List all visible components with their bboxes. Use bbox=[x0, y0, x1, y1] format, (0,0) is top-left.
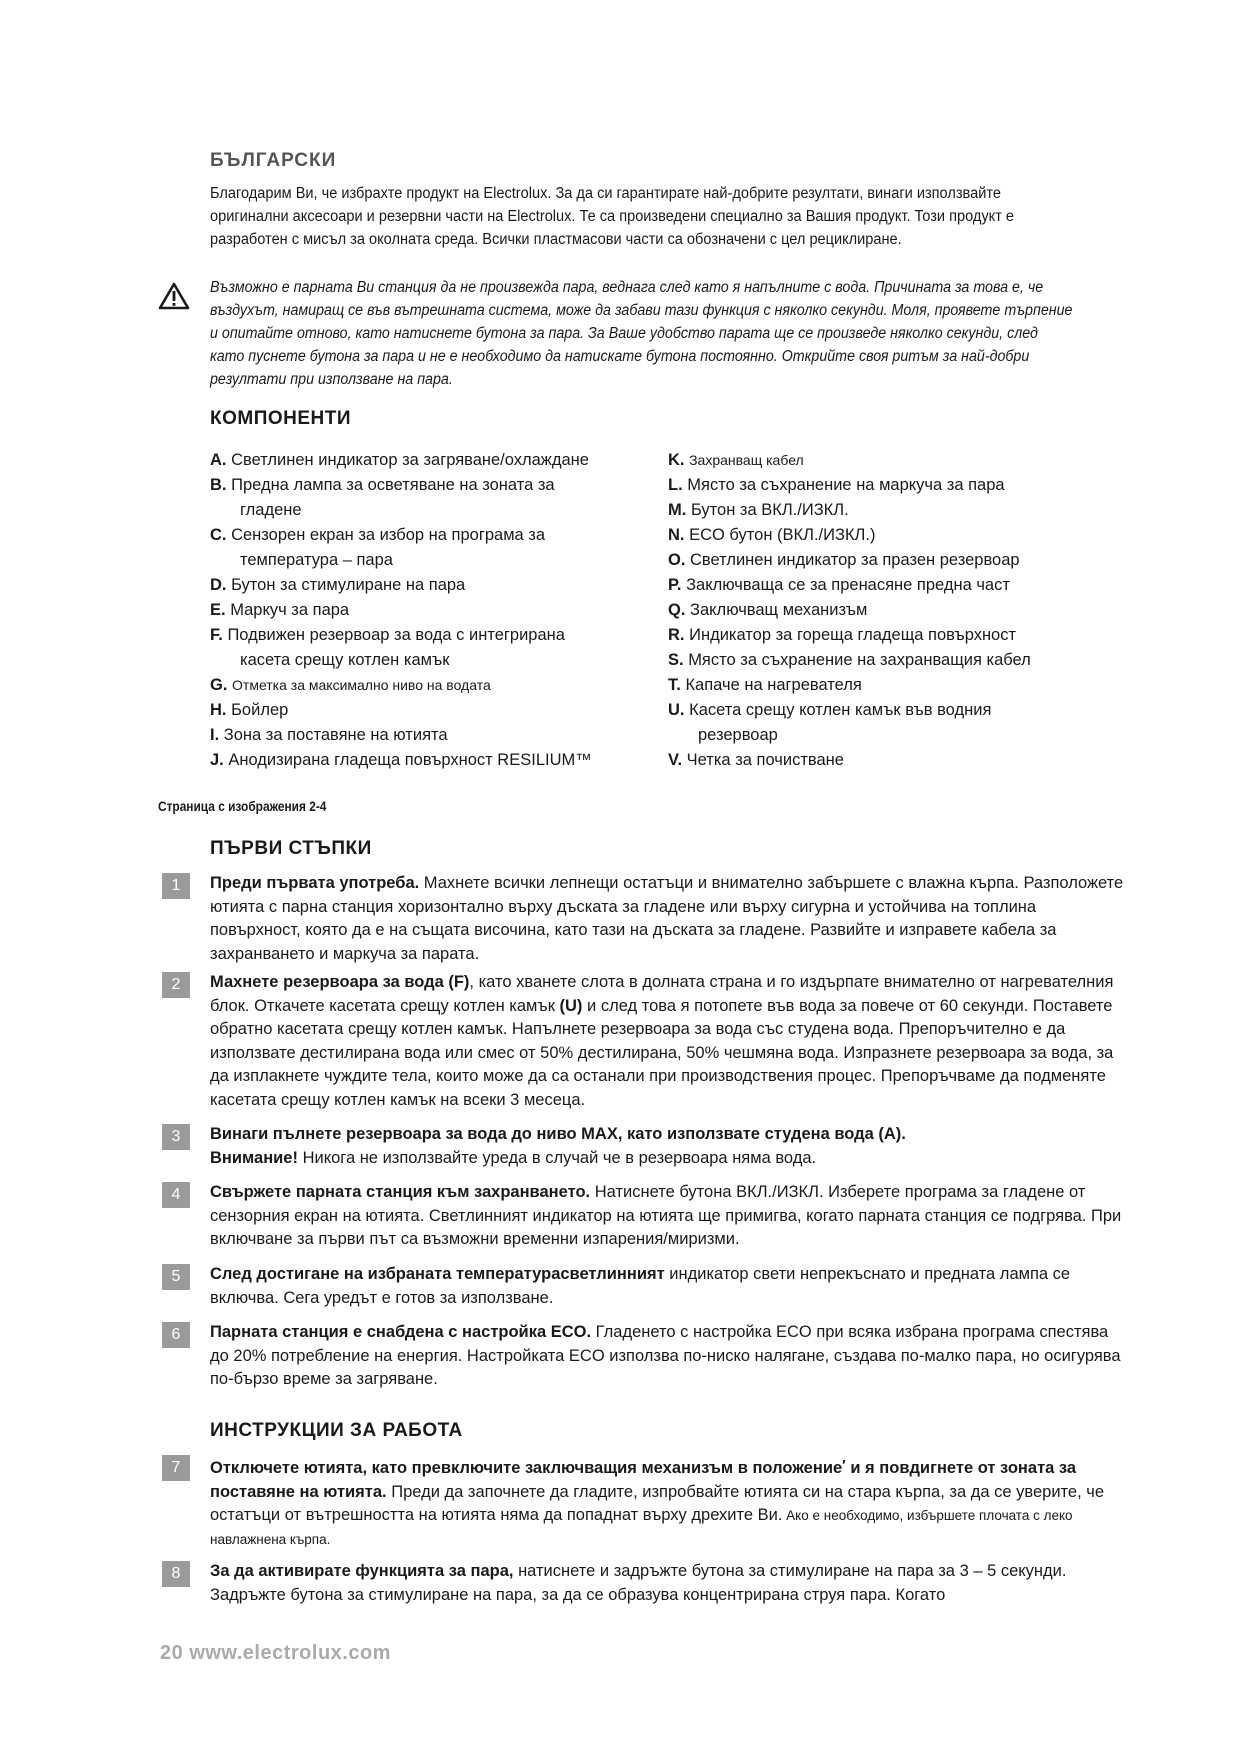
component-item bbox=[668, 698, 1108, 723]
step-number: 1 bbox=[162, 873, 190, 899]
step-body: и след това я потопете във вода за повече от 60 секунди. Поставете обратно касетата срещу котлен камък. Напълнете резервоара за вода със студена вода. Препоръчително е да използвате дестилирана вода или смес от 50% дестилирана, 50% чешмяна вода. Изпразнете резервоара за вода, за да изплакнете чуждите тела, които може да са останали при производствения процес. Препоръчваме да подменяте касетата срещу котлен камък на всеки 3 месеца. bbox=[210, 996, 1114, 1109]
component-letter: B. bbox=[210, 476, 227, 494]
component-letter: U. bbox=[668, 701, 685, 719]
component-label: Четка за почистване bbox=[686, 751, 844, 769]
step-bold: Внимание! bbox=[210, 1148, 298, 1167]
step-text bbox=[210, 1454, 1130, 1551]
component-letter: F. bbox=[210, 626, 223, 644]
step-bold: Преди първата употреба. bbox=[210, 874, 420, 892]
component-label: Светлинен индикатор за загряване/охлаждане bbox=[231, 451, 589, 469]
step-text bbox=[210, 1560, 1130, 1607]
step-bold: Винаги пълнете резервоара за вода до ниво MAX, като използвате студена вода (A). bbox=[210, 1125, 906, 1143]
component-label: Бойлер bbox=[231, 701, 289, 719]
component-label: Място за съхранение на маркуча за пара bbox=[687, 476, 1005, 494]
components-left-column bbox=[210, 448, 650, 773]
component-label: Сензорен екран за избор на програма за bbox=[231, 526, 546, 544]
component-letter: R. bbox=[668, 626, 685, 644]
step-text bbox=[210, 1123, 1130, 1170]
component-letter: A. bbox=[210, 451, 227, 469]
step-bold: Отключете ютията, като превключите заключващия механизъм в положение bbox=[210, 1459, 843, 1477]
components-right-column bbox=[668, 448, 1108, 773]
step-body: натиснете и задръжте бутона за стимулиране на пара за 3 – 5 секунди. Задръжте бутона за стимулиране на пара, за да се образува концентрирана струя пара. Когато bbox=[210, 1562, 1067, 1604]
step-text bbox=[210, 1181, 1130, 1252]
component-item bbox=[210, 448, 650, 473]
step-number: 2 bbox=[162, 972, 190, 998]
page-number: 20 bbox=[160, 1642, 184, 1664]
step-text bbox=[210, 1321, 1130, 1392]
step-number: 4 bbox=[162, 1182, 190, 1208]
component-label: Бутон за стимулиране на пара bbox=[231, 576, 466, 594]
component-label: Зона за поставяне на ютията bbox=[223, 726, 448, 744]
component-label: Предна лампа за осветяване на зоната за bbox=[231, 476, 555, 494]
component-letter: C. bbox=[210, 526, 227, 544]
component-label: Капаче на нагревателя bbox=[685, 676, 862, 694]
component-letter: O. bbox=[668, 551, 686, 569]
step-number: 7 bbox=[162, 1455, 190, 1481]
lock-position-icon: ′ bbox=[842, 1457, 846, 1474]
component-item bbox=[210, 748, 650, 773]
component-letter: E. bbox=[210, 601, 226, 619]
component-item bbox=[210, 673, 650, 698]
component-letter: G. bbox=[210, 676, 228, 694]
component-item bbox=[210, 698, 650, 723]
component-label: Индикатор за гореща гладеща повърхност bbox=[689, 626, 1017, 644]
step-number: 6 bbox=[162, 1322, 190, 1348]
component-letter: N. bbox=[668, 526, 685, 544]
component-label: Анодизирана гладеща повърхност RESILIUM™ bbox=[228, 751, 592, 769]
step-text bbox=[210, 872, 1130, 966]
component-item bbox=[210, 473, 650, 498]
component-item bbox=[668, 498, 1108, 523]
component-label-continued: резервоар bbox=[698, 726, 778, 744]
component-label-continued: температура – пара bbox=[240, 551, 393, 569]
first-steps-heading: ПЪРВИ СТЪПКИ bbox=[210, 838, 372, 859]
component-letter: J. bbox=[210, 751, 224, 769]
component-item bbox=[668, 673, 1108, 698]
component-item bbox=[668, 448, 1108, 473]
component-item bbox=[668, 648, 1108, 673]
step-bold: (U) bbox=[554, 996, 583, 1015]
component-label-continued: касета срещу котлен камък bbox=[240, 651, 450, 669]
footer bbox=[160, 1642, 391, 1665]
component-item bbox=[668, 573, 1108, 598]
step-body: индикатор свети непрекъснато и предната лампа се включва. Сега уредът е готов за използване. bbox=[210, 1265, 1071, 1307]
component-label: Заключваща се за пренасяне предна част bbox=[686, 576, 1010, 594]
component-label: ECO бутон (ВКЛ./ИЗКЛ.) bbox=[689, 526, 876, 544]
component-label: Светлинен индикатор за празен резервоар bbox=[690, 551, 1020, 569]
step-body: , като хванете слота в долната страна и го издърпате внимателно от нагревателния блок. Откачете касетата срещу котлен камък bbox=[210, 973, 1114, 1015]
step-bold: и я повдигнете от зоната за поставяне на ютията. bbox=[210, 1459, 1077, 1501]
warning-triangle-icon bbox=[158, 282, 190, 310]
component-letter: V. bbox=[668, 751, 683, 769]
component-letter: Q. bbox=[668, 601, 686, 619]
step-note: Ако е необходимо, избършете плочата с леко навлажнена кърпа. bbox=[210, 1508, 1073, 1547]
component-label: Заключващ механизъм bbox=[690, 601, 868, 619]
component-item bbox=[668, 598, 1108, 623]
step-number: 3 bbox=[162, 1124, 190, 1150]
component-item bbox=[210, 723, 650, 748]
step-body: Махнете всички лепнещи остатъци и внимателно забършете с влажна кърпа. Разположете ютията с парна станция хоризонтално върху дъската за гладене или върху сигурна и устойчива на топлина повърхност, която да е на същата височина, като тази на дъската за гладене. Развийте и изправете кабела за захранването и маркуча за парата. bbox=[210, 874, 1124, 963]
step-body: Натиснете бутона ВКЛ./ИЗКЛ. Изберете програма за гладене от сензорния екран на ютията. Светлинният индикатор на ютията ще примигва, когато парната станция се подгрява. При включване за първи път са възможни временни изпарения/миризми. bbox=[210, 1183, 1122, 1248]
step-bold: Махнете резервоара за вода (F) bbox=[210, 973, 470, 991]
component-letter: M. bbox=[668, 501, 687, 519]
component-item bbox=[210, 598, 650, 623]
intro-paragraph: Благодарим Ви, че избрахте продукт на Electrolux. За да си гарантирате най-добрите резултати, винаги използвайте оригинални аксесоари и резервни части на Electrolux. Те са произведени специално за Вашия продукт. Този продукт е разработен с мисъл за околната среда. Всички пластмасови части са обозначени с цел рециклиране. bbox=[210, 185, 1015, 248]
step-bold: За да активирате функцията за пара, bbox=[210, 1562, 514, 1580]
component-item bbox=[668, 548, 1108, 573]
component-letter: K. bbox=[668, 451, 685, 469]
component-label: Бутон за ВКЛ./ИЗКЛ. bbox=[690, 501, 849, 519]
component-label: Отметка за максимално ниво на водата bbox=[232, 677, 491, 693]
component-item bbox=[668, 623, 1108, 648]
step-number: 5 bbox=[162, 1264, 190, 1290]
step-bold: След достигане на избраната температурасветлинният bbox=[210, 1265, 665, 1283]
step-body: Никога не използвайте уреда в случай че в резервоара няма вода. bbox=[297, 1148, 817, 1167]
step-bold: Парната станция е снабдена с настройка ECO. bbox=[210, 1323, 592, 1341]
component-item bbox=[668, 523, 1108, 548]
component-item bbox=[668, 473, 1108, 498]
component-letter: T. bbox=[668, 676, 681, 694]
components-heading: КОМПОНЕНТИ bbox=[210, 408, 352, 429]
step-bold: Свържете парната станция към захранването. bbox=[210, 1183, 591, 1201]
component-letter: L. bbox=[668, 476, 683, 494]
footer-url[interactable]: www.electrolux.com bbox=[189, 1642, 391, 1664]
page-reference: Страница с изображения 2-4 bbox=[158, 798, 327, 814]
warning-text: Възможно е парната Ви станция да не произвежда пара, веднага след като я напълните с вода. Причината за това е, че въздухът, намиращ се във вътрешната система, може да забави тази функция с няколко секунди. Моля, проявете търпение и опитайте отново, като натиснете бутона за пара. За Ваше удобство парата ще се произведе няколко секунди, след като пуснете бутона за пара и не е необходимо да натискате бутона постоянно. Открийте своя ритъм за най-добри резултати при използване на пара. bbox=[210, 279, 1073, 388]
component-label-continued: гладене bbox=[240, 501, 302, 519]
operating-heading: ИНСТРУКЦИИ ЗА РАБОТА bbox=[210, 1420, 463, 1441]
step-body: Гладенето с настройка ECO при всяка избрана програма спестява до 20% потребление на енергия. Настройката ECO използва по-ниско налягане, създава по-малко пара, но осигурява по-бързо време за загряване. bbox=[210, 1323, 1121, 1388]
step-body: Преди да започнете да гладите, изпробвайте ютията си на стара кърпа, за да се уверите, че остатъци от вътрешността на ютията няма да попаднат върху дрехите Ви. bbox=[210, 1482, 1105, 1524]
component-letter: I. bbox=[210, 726, 220, 744]
component-letter: S. bbox=[668, 651, 684, 669]
component-letter: H. bbox=[210, 701, 227, 719]
step-number: 8 bbox=[162, 1561, 190, 1587]
language-title: БЪЛГАРСКИ bbox=[210, 150, 337, 171]
component-letter: P. bbox=[668, 576, 682, 594]
component-item bbox=[210, 623, 650, 648]
step-text bbox=[210, 971, 1130, 1112]
component-label: Касета срещу котлен камък във водния bbox=[689, 701, 992, 719]
component-letter: D. bbox=[210, 576, 227, 594]
component-label: Подвижен резервоар за вода с интегрирана bbox=[227, 626, 565, 644]
component-label: Маркуч за пара bbox=[230, 601, 350, 619]
component-item bbox=[210, 523, 650, 548]
component-item bbox=[668, 748, 1108, 773]
component-label: Място за съхранение на захранващия кабел bbox=[688, 651, 1031, 669]
component-label: Захранващ кабел bbox=[689, 452, 804, 468]
step-text bbox=[210, 1263, 1130, 1310]
component-item bbox=[210, 573, 650, 598]
